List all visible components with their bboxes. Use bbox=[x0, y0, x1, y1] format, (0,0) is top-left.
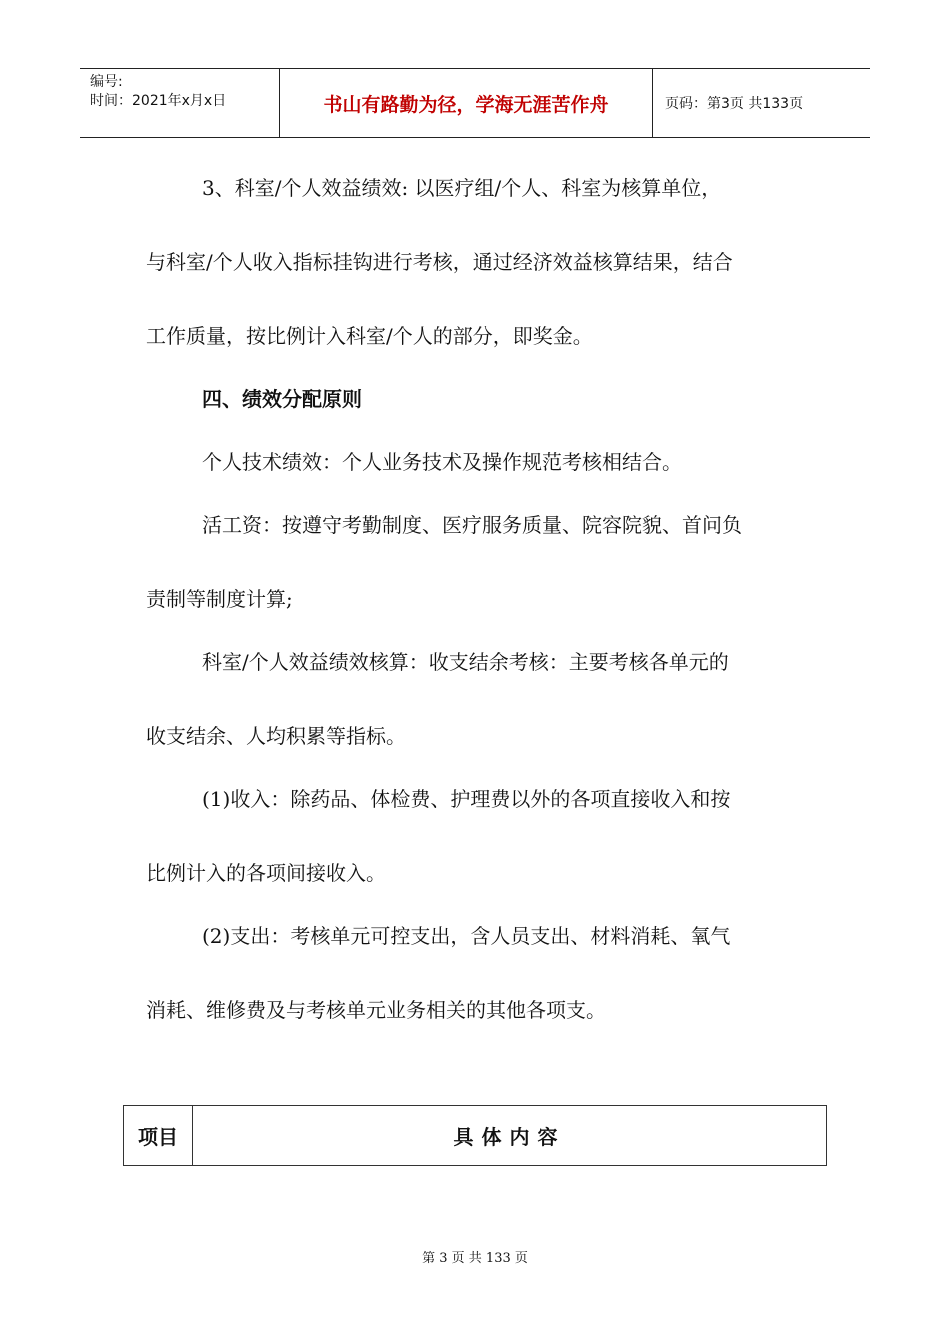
paragraph-3: 工作质量，按比例计入科室/个人的部分，即奖金。 bbox=[146, 324, 593, 348]
content-table-header bbox=[123, 1105, 827, 1166]
paragraph-5: 活工资：按遵守考勤制度、医疗服务质量、院容院貌、首问负 bbox=[202, 513, 742, 537]
paragraph-1: 3、科室/个人效益绩效: 以医疗组/个人、科室为核算单位， bbox=[202, 176, 722, 200]
paragraph-12: 消耗、维修费及与考核单元业务相关的其他各项支。 bbox=[146, 998, 606, 1022]
page-footer: 第 3 页 共 133 页 bbox=[422, 1251, 528, 1266]
paragraph-10: 比例计入的各项间接收入。 bbox=[146, 861, 386, 885]
table-header-item: 项目 bbox=[124, 1106, 193, 1165]
paragraph-4: 个人技术绩效：个人业务技术及操作规范考核相结合。 bbox=[202, 450, 682, 474]
paragraph-2: 与科室/个人收入指标挂钩进行考核，通过经济效益核算结果，结合 bbox=[146, 250, 733, 274]
header-meta bbox=[80, 69, 280, 137]
page-header bbox=[80, 68, 870, 138]
paragraph-9: (1)收入：除药品、体检费、护理费以外的各项直接收入和按 bbox=[202, 787, 731, 811]
header-motto: 书山有路勤为径，学海无涯苦作舟 bbox=[280, 69, 653, 137]
section-heading-4: 四、绩效分配原则 bbox=[202, 387, 362, 411]
table-header-content: 具体内容 bbox=[453, 1125, 566, 1149]
time-label: 时间：2021年x月x日 bbox=[90, 93, 227, 109]
header-page-info: 页码：第3页 共133页 bbox=[665, 96, 804, 112]
paragraph-11: (2)支出：考核单元可控支出，含人员支出、材料消耗、氧气 bbox=[202, 924, 731, 948]
paragraph-7: 科室/个人效益绩效核算：收支结余考核：主要考核各单元的 bbox=[202, 650, 729, 674]
number-label: 编号: bbox=[90, 74, 123, 90]
paragraph-8: 收支结余、人均积累等指标。 bbox=[146, 724, 406, 748]
paragraph-6: 责制等制度计算; bbox=[146, 587, 293, 611]
